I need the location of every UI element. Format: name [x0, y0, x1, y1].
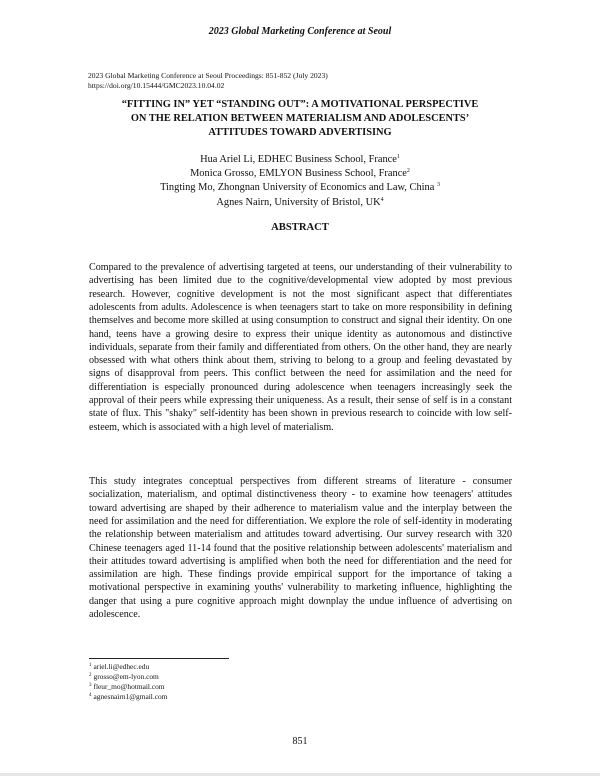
- footnote-mark: 4: [89, 693, 92, 698]
- proceedings-info: [88, 71, 328, 91]
- doi-link[interactable]: https://doi.org/10.15444/GMC2023.10.04.02: [88, 81, 225, 90]
- footnote-email[interactable]: agnesnairn1@gmail.com: [93, 692, 168, 701]
- author-affiliation: Monica Grosso, EMLYON Business School, France: [190, 168, 407, 180]
- footnote-email[interactable]: grosso@em-lyon.com: [93, 672, 159, 681]
- footnote-mark: 2: [406, 168, 410, 175]
- author-affiliation: Agnes Nairn, University of Bristol, UK: [216, 196, 381, 208]
- abstract-paragraph: Compared to the prevalence of advertising targeted at teens, our understanding of their vulnerability to advertising has been limited due to the cognitive/developmental view adopted by most previous research. However, cognitive development is not the most significant aspect that differentiates adolescents from adults. Adolescence is when teenagers start to take on more responsibility in defining themselves and become more skilled at using consumption to construct and signal their identity. On one hand, teens have a growing desire to express their unique identity as autonomous and distinctive individuals, separate from their family and differentiated from others. On the other hand, they are nearly obsessed with what others think about them, striving to belong to a group and feeling devastated by signs of disapproval from peers. This conflict between the need for assimilation and the need for differentiation is especially pronounced during adolescence when teenagers increasingly seek the approval of their peers while expressing their uniqueness. As a result, their sense of self is in a constant state of flux. This "shaky" self-identity has been shown in previous research to coincide with low self-esteem, which is associated with a high level of materialism.: [89, 262, 512, 433]
- footnote-mark: 4: [380, 196, 384, 203]
- running-head: 2023 Global Marketing Conference at Seoul: [208, 26, 392, 37]
- paper-title: [60, 98, 540, 140]
- author-entry: [60, 153, 540, 167]
- footnote-mark: 1: [396, 154, 400, 160]
- author-list: [60, 153, 540, 210]
- footnote: [89, 672, 167, 682]
- footnote-divider: [89, 658, 229, 659]
- footnote: [89, 682, 167, 692]
- page-number: 851: [292, 736, 308, 747]
- footnotes: [89, 662, 167, 702]
- footnote-mark: 3: [436, 182, 440, 189]
- title-line: ATTITUDES TOWARD ADVERTISING: [208, 127, 392, 138]
- footnote-mark: 1: [89, 663, 92, 668]
- author-affiliation: Tingting Mo, Zhongnan University of Economics and Law, China: [160, 182, 437, 194]
- proceedings-citation: 2023 Global Marketing Conference at Seoul Proceedings: 851-852 (July 2023): [88, 71, 328, 80]
- author-entry: [60, 181, 540, 195]
- abstract-heading: ABSTRACT: [271, 222, 329, 233]
- author-affiliation: Hua Ariel Li, EDHEC Business School, France: [200, 154, 397, 165]
- title-line: ON THE RELATION BETWEEN MATERIALISM AND ADOLESCENTS’: [130, 113, 470, 124]
- footnote: [89, 692, 167, 702]
- footnote: [89, 662, 167, 672]
- abstract-paragraph: This study integrates conceptual perspectives from different streams of literature - consumer socialization, materialism, and optimal distinctiveness theory - to examine how teenagers' attitudes toward advertising are shaped by their adherence to materialism value and the interplay between the need for assimilation and the need for differentiation. We explore the role of self-identity in moderating the relationship between materialism and attitudes toward advertising. Our survey research with 320 Chinese teenagers aged 11-14 found that the positive relationship between adolescents' materialism and their attitudes toward advertising is amplified when both the need for differentiation and the need for assimilation are high. These findings provide empirical support for the importance of taking a motivational perspective in examining youths' vulnerability to marketing influence, highlighting the danger that using a pure cognitive approach might downplay the undue influence of advertising on adolescence.: [89, 476, 512, 621]
- title-line: “FITTING IN” YET “STANDING OUT”: A MOTIVATIONAL PERSPECTIVE: [121, 99, 479, 110]
- author-entry: [60, 167, 540, 181]
- footnote-email[interactable]: fleur_mo@hotmail.com: [93, 682, 165, 691]
- author-entry: [60, 196, 540, 210]
- footnote-mark: 3: [89, 683, 92, 688]
- footnote-email[interactable]: ariel.li@edhec.edu: [93, 662, 150, 671]
- footnote-mark: 2: [89, 673, 92, 678]
